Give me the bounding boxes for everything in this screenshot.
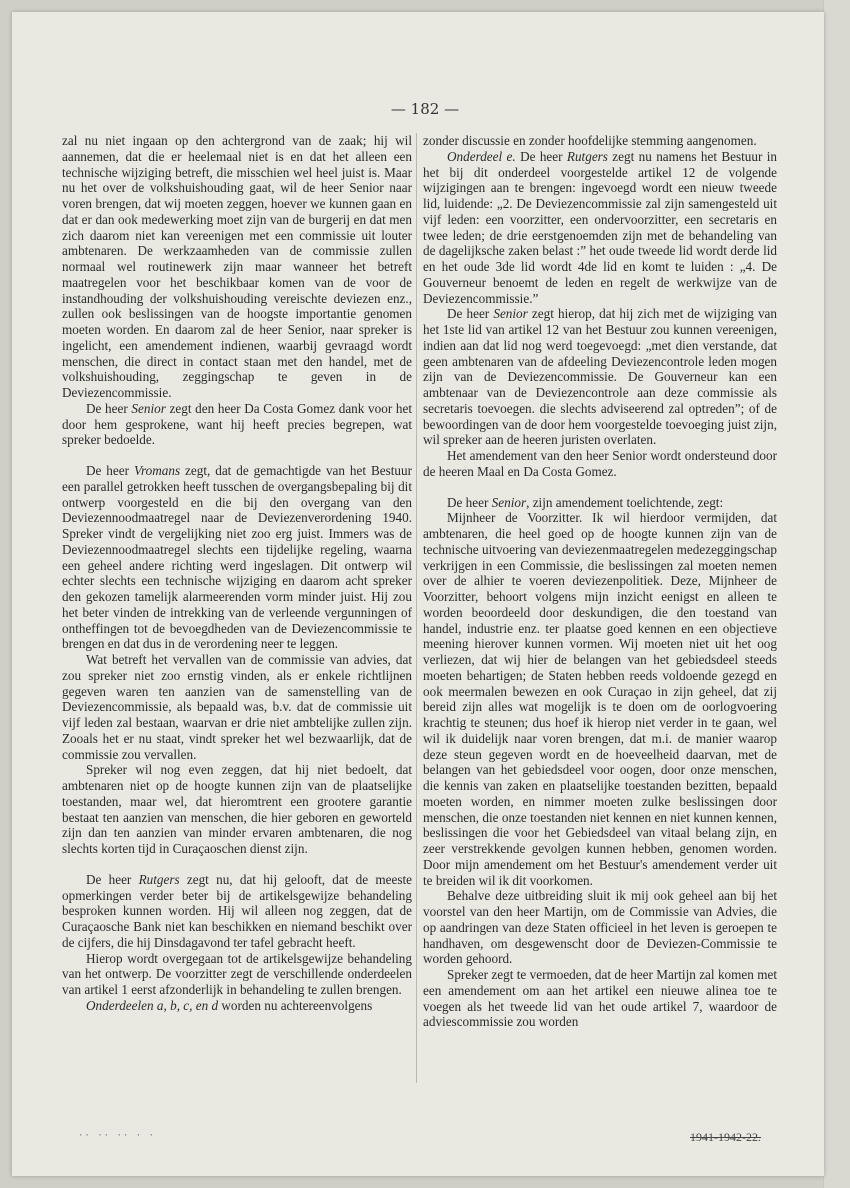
speaker-name: Senior xyxy=(491,494,527,510)
footer-reference: 1941-1942-22. xyxy=(690,1130,761,1144)
subsection-label: Onderdeelen a, b, c, en d xyxy=(86,997,219,1013)
paragraph: Hierop wordt overgegaan tot de artikelsgewijze behandeling van het ontwerp. De voorzitter zegt de verschillende onderdeelen van artikel 1 eerst afzonderlijk in behandeling te zullen brengen. xyxy=(62,950,412,997)
column-divider xyxy=(416,133,417,1083)
paragraph: De heer Vromans zegt, dat de gemachtigde van het Bestuur een parallel getrokken heeft tusschen de overgangsbepaling bij dit ontwerp voorgesteld en die bij den overgang van den Deviezennoodmaatregel naar de Deviezenverordening 1940. Spreker vindt de vergelijking niet zoo erg juist. Immers was de Deviezennoodmaatregel slechts een tijdelijke regeling, waarna een geheel andere richting werd ingeslagen. Dit ontwerp wil echter slechts een technische wijziging en daarom acht spreker den gekozen tamelijk alarmeerenden vorm minder juist. Hij zou het beter vinden de intrekking van de verleende vergunningen of ontheffingen tot de bevoegdheden van de Deviezencommissie te brengen en dat dus in de verordening neer te leggen. xyxy=(62,463,412,652)
paragraph: Onderdeel e. De heer Rutgers zegt nu namens het Bestuur in het bij dit onderdeel voorgestelde artikel 12 de volgende wijzigingen aan te brengen: ingevoegd wordt een nieuw tweede lid, luidende: „2. De Deviezencommissie zal zijn samengesteld uit vijf leden: een voorzitter, een ondervoorzitter, een secretaris en twee leden; de drie eerstgenoemden zijn met de behandeling van de dagelijksche zaken belast :” het oude tweede lid wordt derde lid en het oude 3de lid wordt 4de lid en komt te luiden : „4. De Gouverneur benoemt de leden en regelt de werkwijze van de Deviezencommissie.” xyxy=(423,148,778,306)
subsection-label: Onderdeel e. xyxy=(447,148,516,164)
paragraph: zal nu niet ingaan op den achtergrond van de zaak; hij wil aannemen, dat die er heelemaal niet is en dat het alleen een technische wijziging betreft, die misschien wel heel juist is. Maar nu het over de volkshuishouding gaat, wil de heer Senior naar voren brengen, dat wij moeten zeggen, hoever we kunnen gaan en dat er dan ook medewerking moet zijn van de burgerij en dat men zich daarom niet kan vereenigen met een commissie uit louter ambtenaren. De werkzaamheden van de commissie zullen normaal wel routinewerk zijn maar wanneer het betreft maatregelen voor het beschikbaar komen van de voor de instandhouding der volkshuishouding vereischte deviezen enz., zullen ook beslissingen van de hoogste importantie genomen moeten worden. En daarom zal de heer Senior, naar spreker is ingelicht, een amendement indienen, waarbij gevraagd wordt menschen, die direct in contact staan met den handel, met de volkshuishouding, zeggingschap te geven in de Deviezencommissie. xyxy=(62,133,412,400)
speaker-name: Rutgers xyxy=(138,871,180,887)
paragraph: Spreker wil nog even zeggen, dat hij niet bedoelt, dat ambtenaren niet op de hoogte kunnen zijn van de plaatselijke toestanden, maar wel, dat hieromtrent een grootere garantie bestaat ten aanzien van menschen, die hier geboren en geworteld zijn dan ten aanzien van minder ervaren ambtenaren, die nog slechts korten tijd in Curaçaoschen dienst zijn. xyxy=(62,762,412,856)
paragraph: De heer Senior zegt den heer Da Costa Gomez dank voor het door hem gesprokene, want hij heeft precies begrepen, wat spreker bedoelde. xyxy=(62,400,412,448)
speaker-name: Senior xyxy=(131,400,166,416)
speaker-name: Senior xyxy=(493,306,528,322)
paragraph: Het amendement van den heer Senior wordt ondersteund door de heeren Maal en Da Costa Gomez. xyxy=(423,448,777,479)
paragraph: De heer Rutgers zegt nu, dat hij gelooft, dat de meeste opmerkingen verder beter bij de artikelsgewijze behandeling besproken kunnen worden. Hij wil alleen nog zeggen, dat de Curaçaosche Bank niet kan beschikken en niemand beschikt over de cijfers, die hij Dinsdagavond ter tafel gebracht heeft. xyxy=(62,871,412,950)
page-number: — 182 — xyxy=(390,100,460,118)
page-edge xyxy=(823,0,850,1188)
paragraph: Wat betreft het vervallen van de commissie van advies, dat zou spreker niet zoo ernstig vinden, als er enkele richtlijnen gegeven waren ten aanzien van de samenstelling van de Deviezencommissie, als bepaald was, b.v. dat de commissie uit vijf leden zal bestaan, waarvan er drie niet ambtelijke zullen zijn. Zooals het er nu staat, vindt spreker het wel bezwaarlijk, dat de commissie zou vervallen. xyxy=(62,652,412,762)
paragraph: Spreker zegt te vermoeden, dat de heer Martijn zal komen met een amendement om aan het artikel een nieuwe alinea toe te voegen als het tweede lid van het oude artikel 7, waardoor de adviescommissie zou worden xyxy=(423,967,777,1030)
left-column xyxy=(62,133,412,1014)
footer-marks: ·· ·· ·· · · xyxy=(78,1131,156,1141)
paragraph: zonder discussie en zonder hoofdelijke stemming aangenomen. xyxy=(423,133,757,148)
paragraph: Onderdeelen a, b, c, en d worden nu achtereenvolgens xyxy=(86,997,373,1013)
speaker-name: Vromans xyxy=(133,463,181,478)
right-column xyxy=(423,133,777,1030)
paragraph: De heer Senior zegt hierop, dat hij zich met de wijziging van het 1ste lid van artikel 12 van het Bestuur zou kunnen vereenigen, indien aan dat lid nog werd toegevoegd: „met dien verstande, dat geen ambtenaren van de afdeeling Deviezencontrole leden mogen zijn van de Deviezencommissie. De Gouverneur kan een ambtenaar van de Deviezencontrole aan deze commissie als secretaris toevoegen. die slechts adviseerend zal optreden”; of de bewoordingen van de door hem voorgestelde toevoeging juist zijn, wil spreker aan de heeren juristen overlaten. xyxy=(423,306,777,448)
speaker-name: Rutgers xyxy=(566,148,608,164)
paragraph: De heer Senior, zijn amendement toelichtende, zegt: xyxy=(447,494,724,510)
paragraph: Behalve deze uitbreiding sluit ik mij ook geheel aan bij het voorstel van den heer Martijn, om de Commissie van Advies, die op aandringen van deze Staten officieel in het leven is geroepen te handhaven, om desgewenscht door de Deviezen-Commissie te worden gehoord. xyxy=(423,888,777,967)
paragraph: Mijnheer de Voorzitter. Ik wil hierdoor vermijden, dat ambtenaren, die heel goed op de hoogte kunnen zijn van de technische uitvoering van deviezenmaatregelen medezeggingschap verkrijgen in een Commissie, die beslissingen zal moeten nemen over de alhier te voeren deviezenpolitiek. Deze, Mijnheer de Voorzitter, behoort volgens mijn inzicht eenigst en alleen te worden beoordeeld door deskundigen, die den toestand van handel, industrie enz. ter plaatse goed kennen en een objectieve meening hierover kunnen vormen. Wij moeten niet uit het oog verliezen, dat wij hier de belangen van het gebiedsdeel steeds moeten behartigen; de Staten hebben reeds voldoende gezegd en ook meermalen bewezen en ook Curaçao in zijn geheel, dat zij bereid zijn alles wat mogelijk is te doen om de oorlogvoering krachtig te steunen; dus hoef ik hierop niet verder in te gaan, wel wil ik duidelijk naar voren brengen, dat m.i. de manier waarop deze steun gegeven wordt en de hoeveelheid daarvan, met de belangen van het gebiedsdeel voor oogen, door onze menschen, die kennis van zaken en plaatselijke toestanden bezitten, bepaald moeten worden, en nimmer moeten zulke beslissingen door menschen, die onze toestanden niet kennen en niet kunnen kennen, beslissingen die voor het Gebiedsdeel van vitaal belang zijn, en zeer verstrekkende gevolgen kunnen hebben, genomen worden. Door mijn amendement om het Bestuur's amendement verder uit te breiden wil ik dit voorkomen. xyxy=(423,510,777,888)
